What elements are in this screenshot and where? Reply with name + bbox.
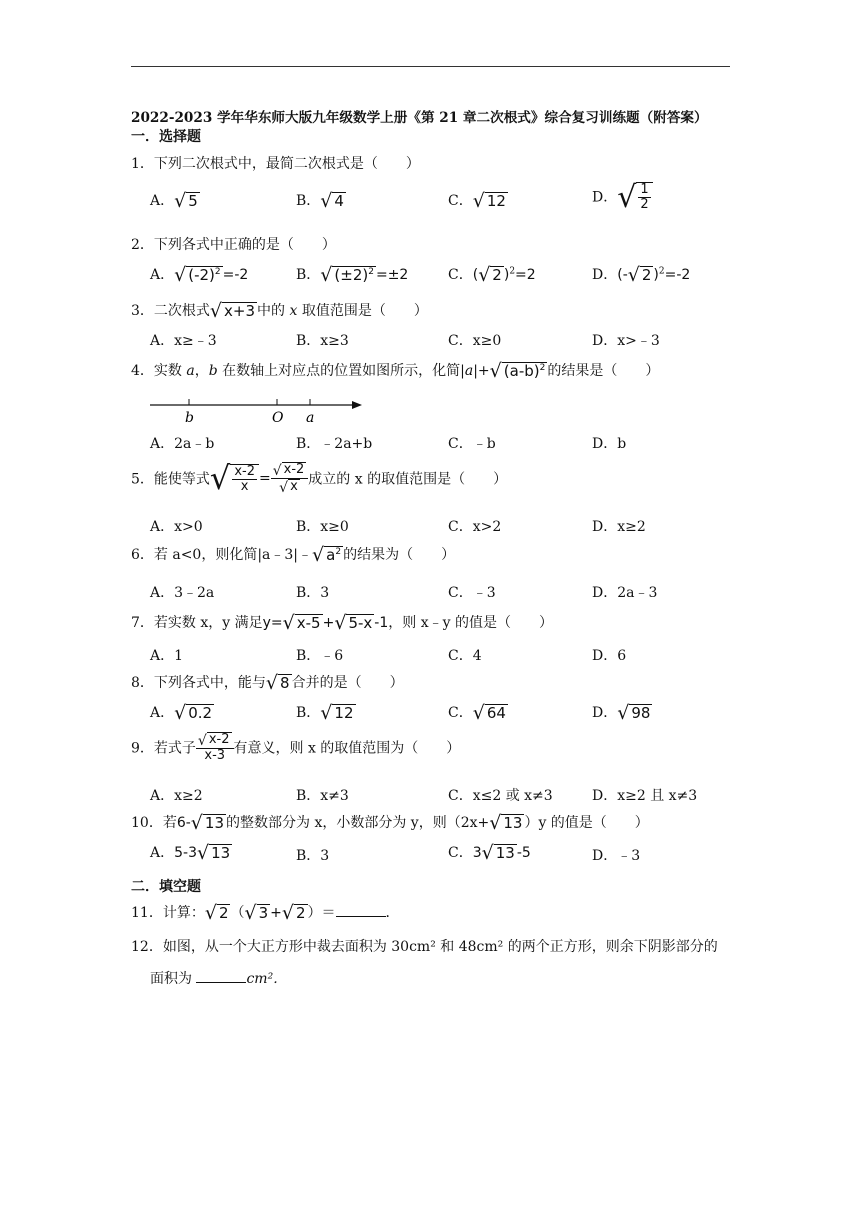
question-5-stem: 5．能使等式 √ $\frac{x-2}{x}$ = √ x-2 √ x 成立的 x 的取值范围是（ ）: [131, 459, 508, 498]
q12-answer-blank[interactable]: [196, 970, 246, 983]
q3-option-d[interactable]: D．x>﹣3: [592, 333, 660, 349]
q7-option-c[interactable]: C．4: [448, 648, 482, 664]
q8-option-d[interactable]: D． √ 98: [592, 701, 651, 724]
question-8-stem: 8．下列各式中，能与 √ 8 合并的是（ ）: [131, 671, 404, 694]
q4-option-b[interactable]: B．﹣2a+b: [296, 436, 373, 452]
header-rule: [131, 66, 730, 67]
number-line-arrow: [352, 401, 362, 409]
q8-option-a[interactable]: A． √ 0.2: [150, 701, 213, 724]
q6-option-d[interactable]: D．2a﹣3: [592, 585, 658, 601]
q10-option-c[interactable]: C．3 √ 13 -5: [448, 841, 531, 864]
q8-option-b[interactable]: B． √ 12: [296, 701, 354, 724]
question-2-stem: 2．下列各式中正确的是（ ）: [131, 237, 336, 253]
q4-option-a[interactable]: A．2a﹣b: [150, 436, 215, 452]
question-7-stem: 7．若实数 x，y 满足y= √ x-5 + √ 5-x -1，则 x﹣y 的值是（ ）: [131, 611, 553, 634]
page-title: 2022-2023 学年华东师大版九年级数学上册《第 21 章二次根式》综合复习训练题（附答案）: [131, 110, 708, 126]
section-heading-fill: 二．填空题: [131, 879, 201, 895]
label-a: a: [306, 410, 315, 426]
question-11-stem: 11．计算： √ 2 （ √ 3 + √ 2 ）＝ ．: [131, 901, 400, 924]
q2-option-a[interactable]: A． √ $(-2)^2$ =-2: [150, 263, 249, 286]
q4-option-c[interactable]: C．﹣b: [448, 436, 496, 452]
q5-option-d[interactable]: D．x≥2: [592, 519, 646, 535]
question-6-stem: 6．若 a<0，则化简|a﹣3|﹣ √ $a^2$ 的结果为（ ）: [131, 543, 456, 566]
q10-option-a[interactable]: A．5-3 √ 13: [150, 841, 231, 864]
q2-option-d[interactable]: D．(- √ 2 )$^2$=-2: [592, 263, 691, 286]
q6-option-a[interactable]: A．3﹣2a: [150, 585, 215, 601]
q10-option-b[interactable]: B．3: [296, 848, 330, 864]
question-12-line-2: 面积为 cm²．: [150, 971, 288, 987]
section-heading-choice: 一．选择题: [131, 129, 201, 145]
q9-option-a[interactable]: A．x≥2: [150, 788, 203, 804]
q6-option-b[interactable]: B．3: [296, 585, 330, 601]
q8-option-c[interactable]: C． √ 64: [448, 701, 506, 724]
question-4-stem: 4．实数 a，b 在数轴上对应点的位置如图所示，化简|a|+ √ $(a-b)^2$ 的结果是（ ）: [131, 359, 660, 382]
q3-option-a[interactable]: A．x≥﹣3: [150, 333, 217, 349]
q2-option-c[interactable]: C．( √ 2 )$^2$=2: [448, 263, 536, 286]
q6-option-c[interactable]: C．﹣3: [448, 585, 496, 601]
q7-option-a[interactable]: A．1: [150, 648, 184, 664]
question-12-line-1: 12．如图，从一个大正方形中裁去面积为 30cm² 和 48cm² 的两个正方形，则余下阴影部分的: [131, 939, 718, 955]
q2-option-b[interactable]: B． √ $(\pm 2)^2$ =±2: [296, 263, 409, 286]
q1-option-d[interactable]: D． √ $\frac{1}{2}$: [592, 182, 653, 213]
q9-option-c[interactable]: C．x≤2 或 x≠3: [448, 788, 553, 804]
label-o: O: [272, 410, 284, 426]
question-1-stem: 1．下列二次根式中，最简二次根式是（ ）: [131, 156, 420, 172]
q5-option-b[interactable]: B．x≥0: [296, 519, 349, 535]
question-10-stem: 10．若6- √ 13 的整数部分为 x，小数部分为 y，则（2x+ √ 13 ）y 的值是（ ）: [131, 811, 649, 834]
q1-option-b[interactable]: B． √ 4: [296, 189, 344, 212]
q7-option-b[interactable]: B．﹣6: [296, 648, 344, 664]
number-line: [148, 396, 368, 426]
q1-option-a[interactable]: A． √ 5: [150, 189, 198, 212]
question-9-stem: 9．若式子 √ x-2 x-3 有意义，则 x 的取值范围为（ ）: [131, 732, 461, 763]
q10-option-d[interactable]: D．﹣3: [592, 848, 641, 864]
q9-option-b[interactable]: B．x≠3: [296, 788, 349, 804]
q7-option-d[interactable]: D．6: [592, 648, 627, 664]
q9-option-d[interactable]: D．x≥2 且 x≠3: [592, 788, 698, 804]
question-3-stem: 3．二次根式 √ x+3 中的 x 取值范围是（ ）: [131, 299, 428, 322]
q11-answer-blank[interactable]: [336, 904, 386, 917]
q5-option-c[interactable]: C．x>2: [448, 519, 502, 535]
q3-option-c[interactable]: C．x≥0: [448, 333, 502, 349]
q3-option-b[interactable]: B．x≥3: [296, 333, 349, 349]
label-b: b: [185, 410, 194, 426]
q4-option-d[interactable]: D．b: [592, 436, 627, 452]
q1-option-c[interactable]: C． √ 12: [448, 189, 506, 212]
q5-option-a[interactable]: A．x>0: [150, 519, 203, 535]
